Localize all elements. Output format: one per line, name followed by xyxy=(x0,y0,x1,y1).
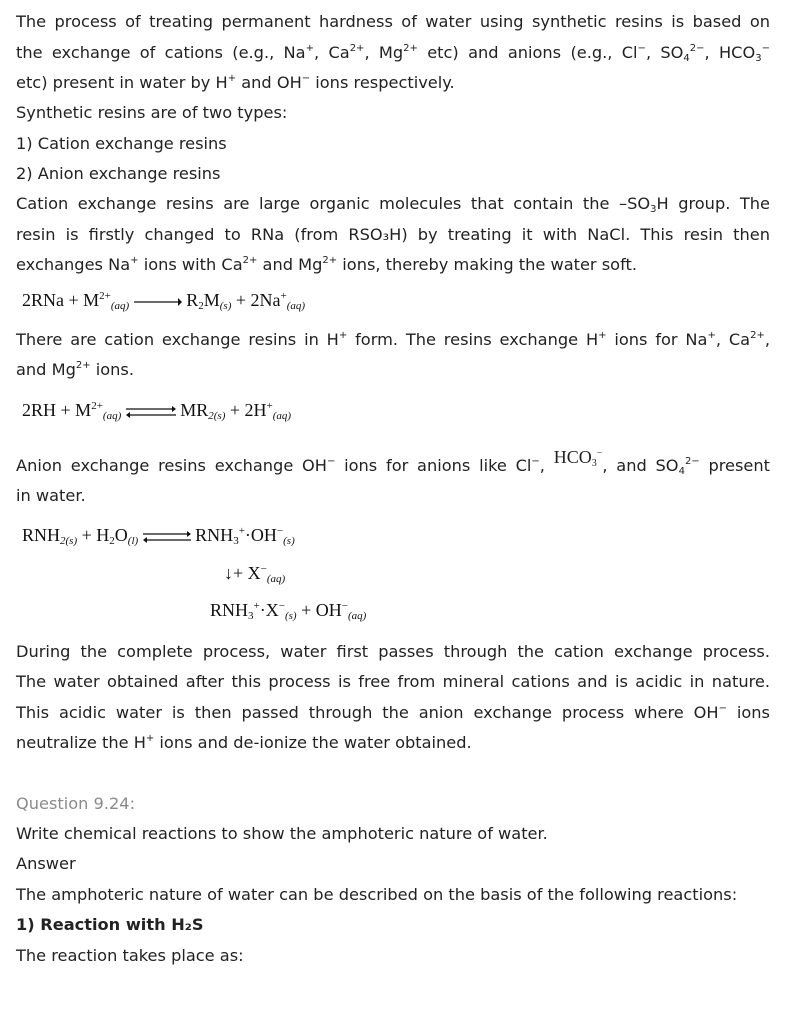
superscript: 2+ xyxy=(349,43,365,54)
superscript: 2− xyxy=(684,456,700,467)
superscript: 2+ xyxy=(403,43,418,54)
equation-anion-step xyxy=(224,563,285,584)
eq-term: + OH xyxy=(301,600,342,620)
superscript: − xyxy=(761,43,770,54)
paragraph-line xyxy=(16,225,770,245)
eq-charge: − xyxy=(260,563,267,575)
text: the exchange of cations (e.g., Na xyxy=(16,43,306,62)
subscript: 3 xyxy=(755,53,762,64)
eq-term: MR xyxy=(180,400,209,420)
eq-charge: + xyxy=(280,290,287,302)
eq-term: RNH xyxy=(22,525,61,545)
eq-term: RNH xyxy=(195,525,234,545)
text: ions respectively. xyxy=(310,73,455,92)
eq-operator: + xyxy=(81,525,92,545)
eq-operator: + xyxy=(68,290,79,310)
eq-state: (aq) xyxy=(102,410,122,422)
text: exchanges Na xyxy=(16,255,131,274)
down-arrow-icon: ↓ xyxy=(224,563,233,583)
paragraph-line xyxy=(16,447,770,477)
text: ions. xyxy=(90,360,134,379)
eq-subscript: 2 xyxy=(198,300,204,312)
answer-intro: The amphoteric nature of water can be described on the basis of the following reactions: xyxy=(16,885,738,904)
eq-state: (aq) xyxy=(110,300,130,312)
paragraph-line xyxy=(16,330,770,350)
superscript: 2+ xyxy=(242,255,258,266)
reaction-heading: 1) Reaction with H₂S xyxy=(16,915,204,934)
eq-state: (s) xyxy=(283,535,295,547)
text: There are cation exchange resins in H xyxy=(16,330,339,349)
eq-state: 2(s) xyxy=(208,410,226,422)
text: , Ca xyxy=(313,43,350,62)
text: ions for Na xyxy=(606,330,708,349)
paragraph-line xyxy=(16,642,770,662)
paragraph-line: Synthetic resins are of two types: xyxy=(16,103,288,122)
text: etc) present in water by H xyxy=(16,73,228,92)
subscript: 3 xyxy=(650,204,657,215)
eq-charge: + xyxy=(253,600,260,612)
text: ions for anions like Cl xyxy=(335,456,532,475)
eq-state: (l) xyxy=(127,535,139,547)
text: etc) and anions (e.g., Cl xyxy=(417,43,638,62)
question-label: Question 9.24: xyxy=(16,794,136,813)
superscript: 2+ xyxy=(75,360,91,371)
superscript: − xyxy=(301,73,311,84)
text: H group. The xyxy=(656,194,771,213)
text: The water obtained after this process is free from mineral cations and is acidic in nature. xyxy=(16,672,770,691)
eq-state: 2(s) xyxy=(60,535,78,547)
eq-term: M xyxy=(203,290,220,310)
eq-term: M xyxy=(83,290,100,310)
list-item: 2) Anion exchange resins xyxy=(16,164,221,183)
text: ions and de-ionize the water obtained. xyxy=(154,733,472,752)
superscript: − xyxy=(326,456,336,467)
text: , Ca xyxy=(715,330,751,349)
equation-cation-exchange xyxy=(22,290,305,311)
eq-term: HCO xyxy=(553,447,592,467)
paragraph-line xyxy=(16,255,770,275)
text: , SO xyxy=(645,43,684,62)
eq-charge: − xyxy=(276,525,284,537)
eq-term: M xyxy=(75,400,92,420)
superscript: + xyxy=(707,330,716,341)
superscript: − xyxy=(718,703,727,714)
equation-h-form-resin xyxy=(22,400,291,421)
eq-state: (aq) xyxy=(272,410,292,422)
text: During the complete process, water first passes through the cation exchange process. xyxy=(16,642,770,661)
eq-subscript: 2 xyxy=(109,535,115,547)
eq-subscript: 3 xyxy=(233,535,239,547)
eq-state: (s) xyxy=(284,610,297,622)
forward-arrow-icon xyxy=(134,297,182,307)
eq-term: + 2H xyxy=(229,400,267,420)
eq-term: ·X xyxy=(259,600,279,620)
text: ions xyxy=(726,703,770,722)
text: This acidic water is then passed through the anion exchange process where OH xyxy=(16,703,719,722)
equilibrium-arrow-icon xyxy=(126,406,176,418)
eq-state: (aq) xyxy=(286,300,306,312)
superscript: + xyxy=(130,255,139,266)
paragraph-line xyxy=(16,672,770,692)
text: neutralize the H xyxy=(16,733,146,752)
equation-anion-exchange xyxy=(22,525,295,546)
eq-charge: − xyxy=(341,600,348,612)
text: form. The resins exchange H xyxy=(347,330,599,349)
text: present xyxy=(699,456,770,475)
subscript: 4 xyxy=(678,466,685,477)
eq-state: (aq) xyxy=(347,610,367,622)
eq-charge: − xyxy=(596,448,603,459)
eq-term: 2RNa xyxy=(22,290,64,310)
text: Anion exchange resins exchange OH xyxy=(16,456,327,475)
text: and Mg xyxy=(257,255,323,274)
paragraph-line xyxy=(16,12,770,32)
superscript: − xyxy=(531,456,540,467)
text: The process of treating permanent hardness of water using synthetic resins is based on xyxy=(16,12,770,31)
superscript: 2− xyxy=(689,43,705,54)
paragraph-line: in water. xyxy=(16,486,86,505)
text: ions, thereby making the water soft. xyxy=(337,255,637,274)
eq-term: R xyxy=(186,290,199,310)
text: Cation exchange resins are large organic molecules that contain the –SO xyxy=(16,194,651,213)
text: , xyxy=(539,456,545,475)
eq-charge: + xyxy=(238,525,245,537)
subscript: 4 xyxy=(683,53,690,64)
superscript: + xyxy=(305,43,314,54)
text: , Mg xyxy=(364,43,404,62)
list-item: 1) Cation exchange resins xyxy=(16,134,227,153)
equation-anion-product xyxy=(210,600,366,621)
eq-operator: + xyxy=(60,400,71,420)
paragraph-line xyxy=(16,703,770,723)
eq-charge: + xyxy=(266,400,273,412)
superscript: − xyxy=(637,43,646,54)
text: , and SO xyxy=(602,456,679,475)
eq-term: + 2Na xyxy=(235,290,281,310)
question-text: Write chemical reactions to show the amphoteric nature of water. xyxy=(16,824,548,843)
answer-label: Answer xyxy=(16,854,76,873)
eq-term: + X xyxy=(233,563,261,583)
superscript: 2+ xyxy=(322,255,338,266)
text: and Mg xyxy=(16,360,76,379)
eq-term: H xyxy=(96,525,110,545)
equilibrium-arrow-icon xyxy=(143,531,191,543)
eq-term: RNH xyxy=(210,600,249,620)
paragraph-line xyxy=(16,194,770,214)
paragraph-line xyxy=(16,733,770,753)
hco3-formula xyxy=(554,447,603,467)
eq-charge: 2+ xyxy=(99,290,111,302)
text: , xyxy=(764,330,770,349)
paragraph-line xyxy=(16,360,770,380)
text: , HCO xyxy=(704,43,756,62)
superscript: + xyxy=(227,73,237,84)
superscript: + xyxy=(145,733,155,744)
text: and OH xyxy=(236,73,302,92)
superscript: + xyxy=(598,330,607,341)
superscript: 2+ xyxy=(750,330,765,341)
eq-term: O xyxy=(114,525,128,545)
eq-state: (s) xyxy=(219,300,232,312)
eq-charge: − xyxy=(278,600,285,612)
text: resin is firstly changed to RNa (from RSO₃H) by treating it with NaCl. This resin then xyxy=(16,225,770,244)
paragraph-line xyxy=(16,73,770,93)
eq-subscript: 3 xyxy=(591,458,597,469)
paragraph-line xyxy=(16,43,770,63)
text: ions with Ca xyxy=(138,255,243,274)
eq-term: ·OH xyxy=(244,525,277,545)
eq-charge: 2+ xyxy=(91,400,103,412)
reaction-text: The reaction takes place as: xyxy=(16,946,244,965)
eq-term: 2RH xyxy=(22,400,57,420)
superscript: + xyxy=(338,330,348,341)
eq-subscript: 3 xyxy=(248,610,254,622)
eq-state: (aq) xyxy=(266,573,286,585)
